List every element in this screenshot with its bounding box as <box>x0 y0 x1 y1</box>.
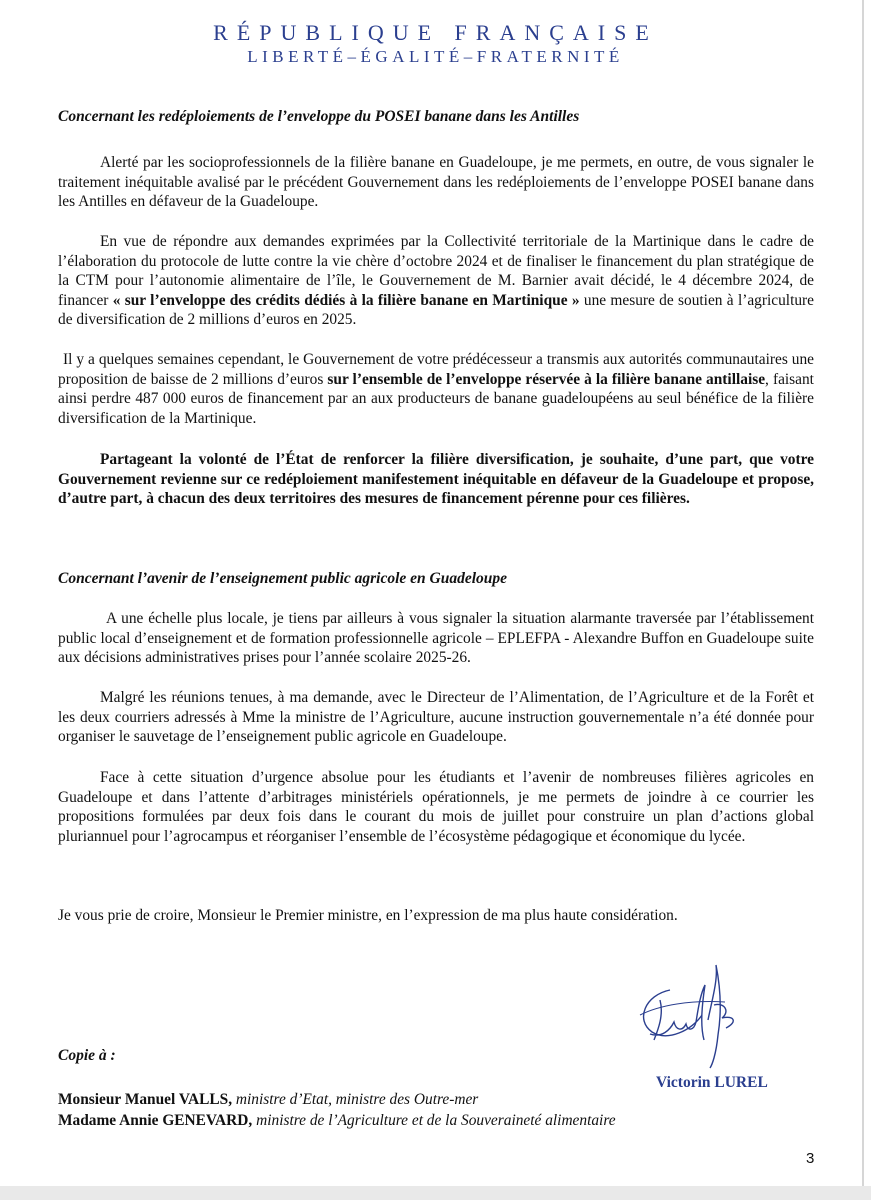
section-title-posei: Concernant les redéploiements de l’enveloppe du POSEI banane dans les Antilles <box>58 108 580 125</box>
letterhead <box>0 20 871 68</box>
page-bottom-edge <box>0 1186 871 1200</box>
closing-formula: Je vous prie de croire, Monsieur le Premier ministre, en l’expression de ma plus haute considération. <box>58 907 678 924</box>
recipient-name: Monsieur Manuel VALLS, <box>58 1091 233 1108</box>
signer-name: Victorin LUREL <box>656 1074 768 1091</box>
bold-quote: « sur l’enveloppe des crédits dédiés à la filière banane en Martinique » <box>112 291 580 309</box>
copy-recipients <box>58 1089 616 1131</box>
section-title-enseignement: Concernant l’avenir de l’enseignement public agricole en Guadeloupe <box>58 570 508 587</box>
paragraph-posei-alert: Alerté par les socioprofessionnels de la filière banane en Guadeloupe, je me permets, en outre, de vous signaler le traitement inéquitable avalisé par le précédent Gouvernement dans les redéploiements de l’enveloppe POSEI banane dans les Antilles en défaveur de la Guadeloupe. <box>58 154 814 211</box>
paragraph-text: Il y a quelques semaines cependant, le Gouvernement de votre prédécesseur a transmis aux autorités communautaires une proposition de baisse de 2 millions d’euros <box>58 351 814 388</box>
paragraph-text: , faisant ainsi perdre 487 000 euros de financement par an aux producteurs de banane guadeloupéens au seul bénéfice de la filière diversification de la Martinique. <box>58 370 814 427</box>
handwritten-signature <box>630 960 760 1070</box>
copy-label: Copie à : <box>58 1047 116 1064</box>
recipient-name: Madame Annie GENEVARD, <box>58 1112 253 1129</box>
paragraph-posei-martinique <box>58 232 814 330</box>
paragraph-posei-reduction <box>58 350 814 428</box>
paragraph-eplefpa: A une échelle plus locale, je tiens par ailleurs à vous signaler la situation alarmante traversée par l’établissement public local d’enseignement et de formation professionnelle agricole – EPLEFPA - Alexandre Buffon en Guadeloupe suite aux décisions administratives prises pour l’année scolaire 2025-26. <box>58 610 814 667</box>
paragraph-urgence: Face à cette situation d’urgence absolue pour les étudiants et l’avenir de nombreuses filières agricoles en Guadeloupe et dans l’attente d’arbitrages ministériels opérationnels, je me permets de joindre à ce courrier les propositions formulées par deux fois dans le courant du mois de juillet pour construire un plan d’actions global pluriannuel pour l’agrocampus et réorganiser l’ensemble de l’écosystème pédagogique et économique du lycée. <box>58 769 814 845</box>
paragraph-text: En vue de répondre aux demandes exprimées par la Collectivité territoriale de la Martinique dans le cadre de l’élaboration du protocole de lutte contre la vie chère d’octobre 2024 et de finaliser le financement du plan stratégique de la CTM pour l’autonomie alimentaire de l’île, le Gouvernement de M. Barnier avait décidé, le 4 décembre 2024, de financer <box>58 233 814 309</box>
letterhead-motto: LIBERTÉ–ÉGALITÉ–FRATERNITÉ <box>247 47 624 66</box>
paragraph-text: une mesure de soutien à l’agriculture de diversification de 2 millions d’euros en 2025. <box>58 291 815 329</box>
recipient-role: ministre de l’Agriculture et de la Souveraineté alimentaire <box>256 1112 616 1129</box>
page-number: 3 <box>806 1150 815 1167</box>
paragraph-reunions: Malgré les réunions tenues, à ma demande, avec le Directeur de l’Alimentation, de l’Agriculture et de la Forêt et les deux courriers adressés à Mme la ministre de l’Agriculture, aucune instruction gouvernementale n’a été donnée pour organiser le sauvetage de l’enseignement public agricole en Guadeloupe. <box>58 689 814 746</box>
recipient-2 <box>58 1110 616 1131</box>
letterhead-title: RÉPUBLIQUE FRANÇAISE <box>213 20 658 45</box>
recipient-role: ministre d’Etat, ministre des Outre-mer <box>235 1091 479 1108</box>
paragraph-posei-request: Partageant la volonté de l’État de renforcer la filière diversification, je souhaite, d’une part, que votre Gouvernement revienne sur ce redéploiement manifestement inéquitable en défaveur de la Guadeloupe et propose, d’autre part, à chacun des deux territoires des mesures de financement pérenne pour ces filières. <box>58 451 814 508</box>
recipient-1 <box>58 1089 616 1110</box>
bold-text: sur l’ensemble de l’enveloppe réservée à la filière banane antillaise <box>327 370 766 388</box>
